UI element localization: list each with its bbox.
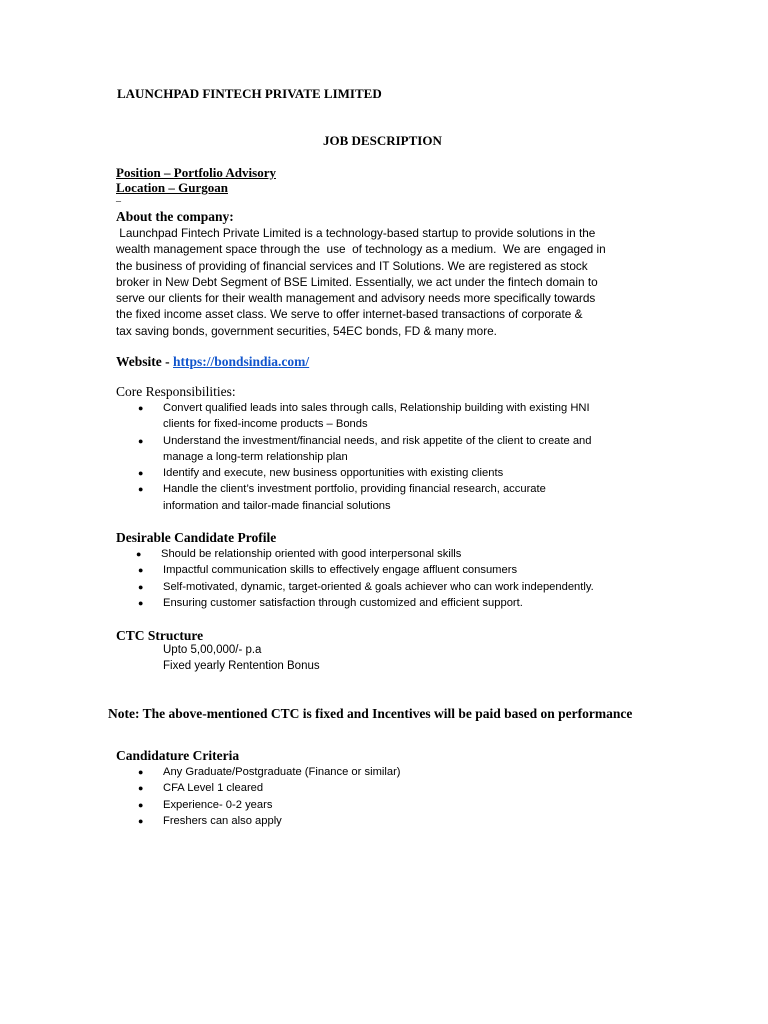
list-item: ● Impactful communication skills to effectively engage affluent consumers bbox=[116, 562, 594, 578]
ctc-bonus: Fixed yearly Rentention Bonus bbox=[163, 660, 320, 672]
location-line: Location – Gurgoan bbox=[116, 180, 228, 195]
list-item: ● CFA Level 1 cleared bbox=[116, 780, 401, 796]
ctc-heading: CTC Structure bbox=[116, 628, 204, 643]
list-item: ● Self-motivated, dynamic, target-oriented & goals achiever who can work independently. bbox=[116, 579, 594, 595]
bullet-icon: ● bbox=[138, 484, 144, 495]
list-item: ● Freshers can also apply bbox=[116, 813, 401, 829]
about-line: serve our clients for their wealth management and advisory needs more specifically towards bbox=[116, 291, 596, 306]
website-row bbox=[116, 354, 309, 370]
list-item: ● Ensuring customer satisfaction through customized and efficient support. bbox=[116, 595, 594, 611]
core-responsibilities-heading: Core Responsibilities: bbox=[116, 384, 236, 399]
list-item: ● Should be relationship oriented with good interpersonal skills bbox=[116, 546, 594, 562]
bullet-icon: ● bbox=[138, 581, 144, 592]
list-item: ● Understand the investment/financial needs, and risk appetite of the client to create and manage a long-term relationship plan bbox=[138, 434, 592, 463]
stray-mark: _ bbox=[116, 192, 121, 203]
position-line: Position – Portfolio Advisory bbox=[116, 165, 276, 180]
bullet-icon: ● bbox=[138, 815, 144, 826]
bullet-icon: ● bbox=[136, 549, 142, 559]
list-item: ● Any Graduate/Postgraduate (Finance or similar) bbox=[116, 764, 401, 780]
about-line: broker in New Debt Segment of BSE Limited. Essentially, we act under the fintech domain to bbox=[116, 274, 598, 289]
bullet-icon: ● bbox=[138, 767, 144, 777]
candidature-list bbox=[116, 764, 401, 829]
candidature-heading: Candidature Criteria bbox=[116, 748, 240, 763]
list-item: ● Identify and execute, new business opportunities with existing clients bbox=[116, 465, 592, 481]
ctc-note: Note: The above-mentioned CTC is fixed and Incentives will be paid based on performance bbox=[108, 706, 633, 721]
ctc-amount: Upto 5,00,000/- p.a bbox=[163, 644, 262, 656]
core-responsibilities-list bbox=[116, 400, 592, 514]
bullet-icon: ● bbox=[138, 435, 144, 446]
list-item: ● Convert qualified leads into sales through calls, Relationship building with existing HNI clients for fixed-income products – Bonds bbox=[138, 402, 590, 431]
website-label: Website - bbox=[116, 354, 173, 369]
about-line: the fixed income asset class. We serve to offer internet-based transactions of corporate & bbox=[116, 307, 583, 322]
about-line: the business of providing of financial services and IT Solutions. We are registered as stock bbox=[116, 258, 588, 273]
desirable-profile-heading: Desirable Candidate Profile bbox=[116, 530, 277, 545]
list-item: ● Handle the client’s investment portfolio, providing financial research, accurate information and tailor-made financial solutions bbox=[138, 483, 546, 512]
list-item: ● Experience- 0-2 years bbox=[116, 797, 401, 813]
doc-title: JOB DESCRIPTION bbox=[323, 133, 442, 148]
bullet-icon: ● bbox=[138, 799, 144, 810]
bullet-icon: ● bbox=[138, 783, 144, 794]
about-heading: About the company: bbox=[116, 209, 234, 224]
about-line: tax saving bonds, government securities, 54EC bonds, FD & many more. bbox=[116, 323, 497, 338]
about-paragraph bbox=[116, 225, 646, 339]
company-name: LAUNCHPAD FINTECH PRIVATE LIMITED bbox=[117, 86, 382, 101]
bullet-icon: ● bbox=[138, 403, 144, 413]
website-link[interactable]: https://bondsindia.com/ bbox=[173, 354, 310, 369]
about-line: wealth management space through the use of technology as a medium. We are engaged in bbox=[116, 242, 606, 257]
bullet-icon: ● bbox=[138, 565, 144, 576]
about-line: Launchpad Fintech Private Limited is a technology-based startup to provide solutions in the bbox=[116, 226, 596, 240]
bullet-icon: ● bbox=[138, 597, 144, 608]
bullet-icon: ● bbox=[138, 468, 144, 479]
desirable-profile-list bbox=[116, 546, 594, 611]
